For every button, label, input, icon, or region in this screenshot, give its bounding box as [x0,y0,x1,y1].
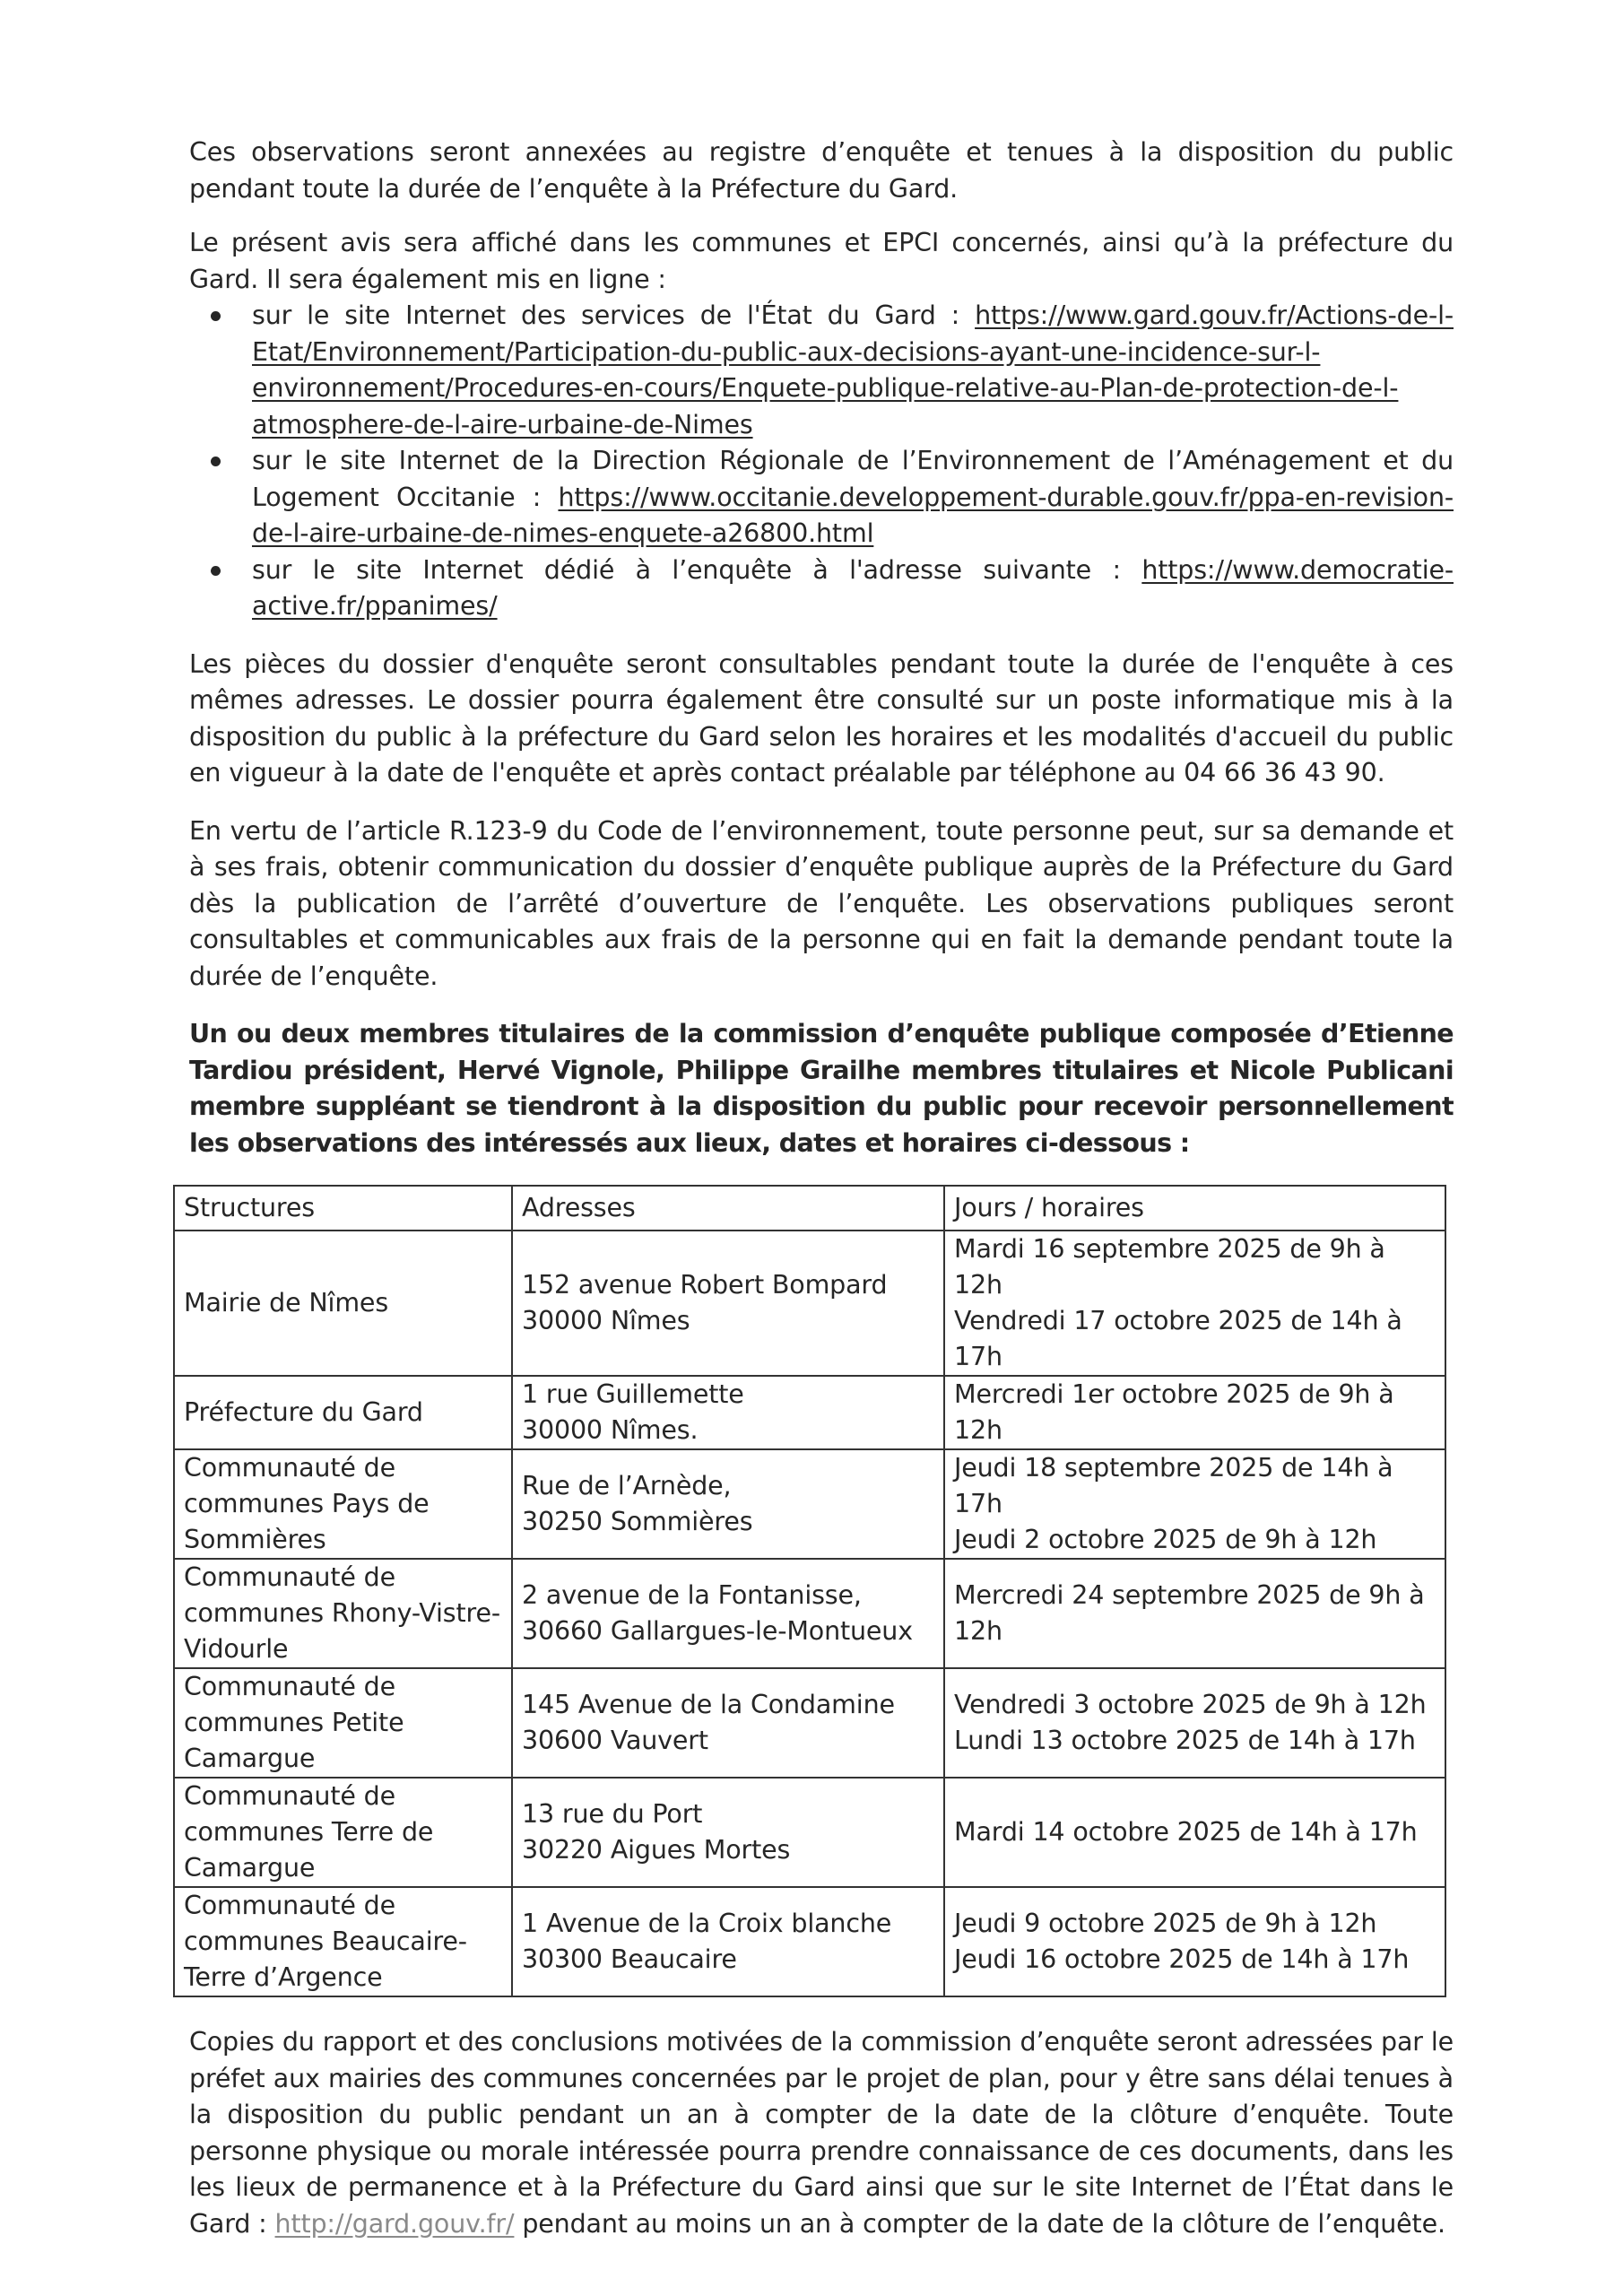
gard-gouv-link[interactable]: https://www.gard.gouv.fr/Actions-de-l-Etat/Environnement/Participation-du-public-aux-decisions-ayant-une-incidence-sur-l-environnement/Procedures-en-cours/Enquete-publique-relative-au-Plan-de-protection-de-l-atmosphere-de-l-aire-urbaine-de-Nimes [252,300,1454,439]
table-row [174,1559,1445,1668]
table-row [174,1449,1445,1559]
schedule-cell: Mercredi 1er octobre 2025 de 9h à 12h [944,1376,1445,1449]
structure-cell: Mairie de Nîmes [174,1231,512,1376]
table-row [174,1376,1445,1449]
table-row [174,1231,1445,1376]
commission-paragraph: Un ou deux membres titulaires de la commission d’enquête publique composée d’Etienne Tardiou président, Hervé Vignole, Philippe Grailhe membres titulaires et Nicole Publicani membre suppléant se tiendront à la disposition du public pour recevoir personnellement les observations des intéressés aux lieux, dates et horaires ci-dessous : [189,1019,1454,1158]
democratie-active-link[interactable]: https://www.democratie-active.fr/ppanimes/ [252,554,1454,621]
structure-cell: Communauté de communes Beaucaire-Terre d’Argence [174,1887,512,1996]
table-header-row [174,1186,1445,1231]
schedule-cell: Mercredi 24 septembre 2025 de 9h à 12h [944,1559,1445,1668]
table-row [174,1778,1445,1887]
table-row [174,1668,1445,1778]
schedule-cell: Vendredi 3 octobre 2025 de 9h à 12h Lundi 13 octobre 2025 de 14h à 17h [944,1668,1445,1778]
structure-cell: Communauté de communes Petite Camargue [174,1668,512,1778]
column-header: Adresses [512,1186,944,1231]
structure-cell: Communauté de communes Pays de Sommières [174,1449,512,1559]
address-cell: 13 rue du Port 30220 Aigues Mortes [512,1778,944,1887]
address-cell: 1 Avenue de la Croix blanche 30300 Beaucaire [512,1887,944,1996]
article-paragraph: En vertu de l’article R.123-9 du Code de l’environnement, toute personne peut, sur sa demande et à ses frais, obtenir communication du dossier d’enquête publique auprès de la Préfecture du Gard dès la publication de l’arrêté d’ouverture de l’enquête. Les observations publiques seront consultables et communicables aux frais de la personne qui en fait la demande pendant toute la durée de l’enquête. [189,815,1454,991]
address-cell: 152 avenue Robert Bompard 30000 Nîmes [512,1231,944,1376]
dossier-paragraph: Les pièces du dossier d'enquête seront consultables pendant toute la durée de l'enquête à ces mêmes adresses. Le dossier pourra également être consulté sur un poste informatique mis à la disposition du public à la préfecture du Gard selon les horaires et les modalités d'accueil du public en vigueur à la date de l'enquête et après contact préalable par téléphone au 04 66 36 43 90. [189,648,1454,787]
gard-gouv-short-link[interactable]: http://gard.gouv.fr/ [274,2208,515,2239]
address-cell: Rue de l’Arnède, 30250 Sommières [512,1449,944,1559]
dreal-occitanie-link[interactable]: https://www.occitanie.developpement-durable.gouv.fr/ppa-en-revision-de-l-aire-urbaine-de-nimes-enquete-a26800.html [252,482,1454,548]
list-item: sur le site Internet dédié à l’enquête à l'adresse suivante : https://www.democratie-active.fr/ppanimes/ [252,552,1454,625]
list-item: sur le site Internet de la Direction Régionale de l’Environnement de l’Aménagement et du Logement Occitanie : https://www.occitanie.developpement-durable.gouv.fr/ppa-en-revision-de-l-aire-urbaine-de-nimes-enquete-a26800.html [252,443,1454,552]
list-item: sur le site Internet des services de l'État du Gard : https://www.gard.gouv.fr/Actions-de-l-Etat/Environnement/Participation-du-public-aux-decisions-ayant-une-incidence-sur-l-environnement/Procedures-en-cours/Enquete-publique-relative-au-Plan-de-protection-de-l-atmosphere-de-l-aire-urbaine-de-Nimes [252,298,1454,443]
permanences-table [173,1185,1446,1997]
table-row [174,1887,1445,1996]
address-cell: 2 avenue de la Fontanisse, 30660 Gallargues-le-Montueux [512,1559,944,1668]
observations-paragraph: Ces observations seront annexées au registre d’enquête et tenues à la disposition du public pendant toute la durée de l’enquête à la Préfecture du Gard. [189,137,1454,204]
schedule-cell: Mardi 14 octobre 2025 de 14h à 17h [944,1778,1445,1887]
structure-cell: Communauté de communes Terre de Camargue [174,1778,512,1887]
schedule-cell: Jeudi 18 septembre 2025 de 14h à 17h Jeudi 2 octobre 2025 de 9h à 12h [944,1449,1445,1559]
address-cell: 145 Avenue de la Condamine 30600 Vauvert [512,1668,944,1778]
structure-cell: Préfecture du Gard [174,1376,512,1449]
schedule-cell: Mardi 16 septembre 2025 de 9h à 12h Vendredi 17 octobre 2025 de 14h à 17h [944,1231,1445,1376]
schedule-cell: Jeudi 9 octobre 2025 de 9h à 12h Jeudi 16 octobre 2025 de 14h à 17h [944,1887,1445,1996]
structure-cell: Communauté de communes Rhony-Vistre-Vidourle [174,1559,512,1668]
document-page [184,135,1454,2242]
column-header: Structures [174,1186,512,1231]
closing-paragraph: Copies du rapport et des conclusions motivées de la commission d’enquête seront adressées par le préfet aux mairies des communes concernées par le projet de plan, pour y être sans délai tenues à la disposition du public pendant un an à compter de la date de la clôture d’enquête. Toute personne physique ou morale intéressée pourra prendre connaissance de ces documents, dans les les lieux de permanence et à la Préfecture du Gard ainsi que sur le site Internet de l’État dans le Gard : http://gard.gouv.fr/ pendant au moins un an à compter de la date de la clôture de l’enquête. [189,2027,1454,2239]
publication-paragraph: Le présent avis sera affiché dans les communes et EPCI concernés, ainsi qu’à la préfecture du Gard. Il sera également mis en ligne : [189,228,1454,294]
online-publication-list [189,298,1454,625]
column-header: Jours / horaires [944,1186,1445,1231]
address-cell: 1 rue Guillemette 30000 Nîmes. [512,1376,944,1449]
